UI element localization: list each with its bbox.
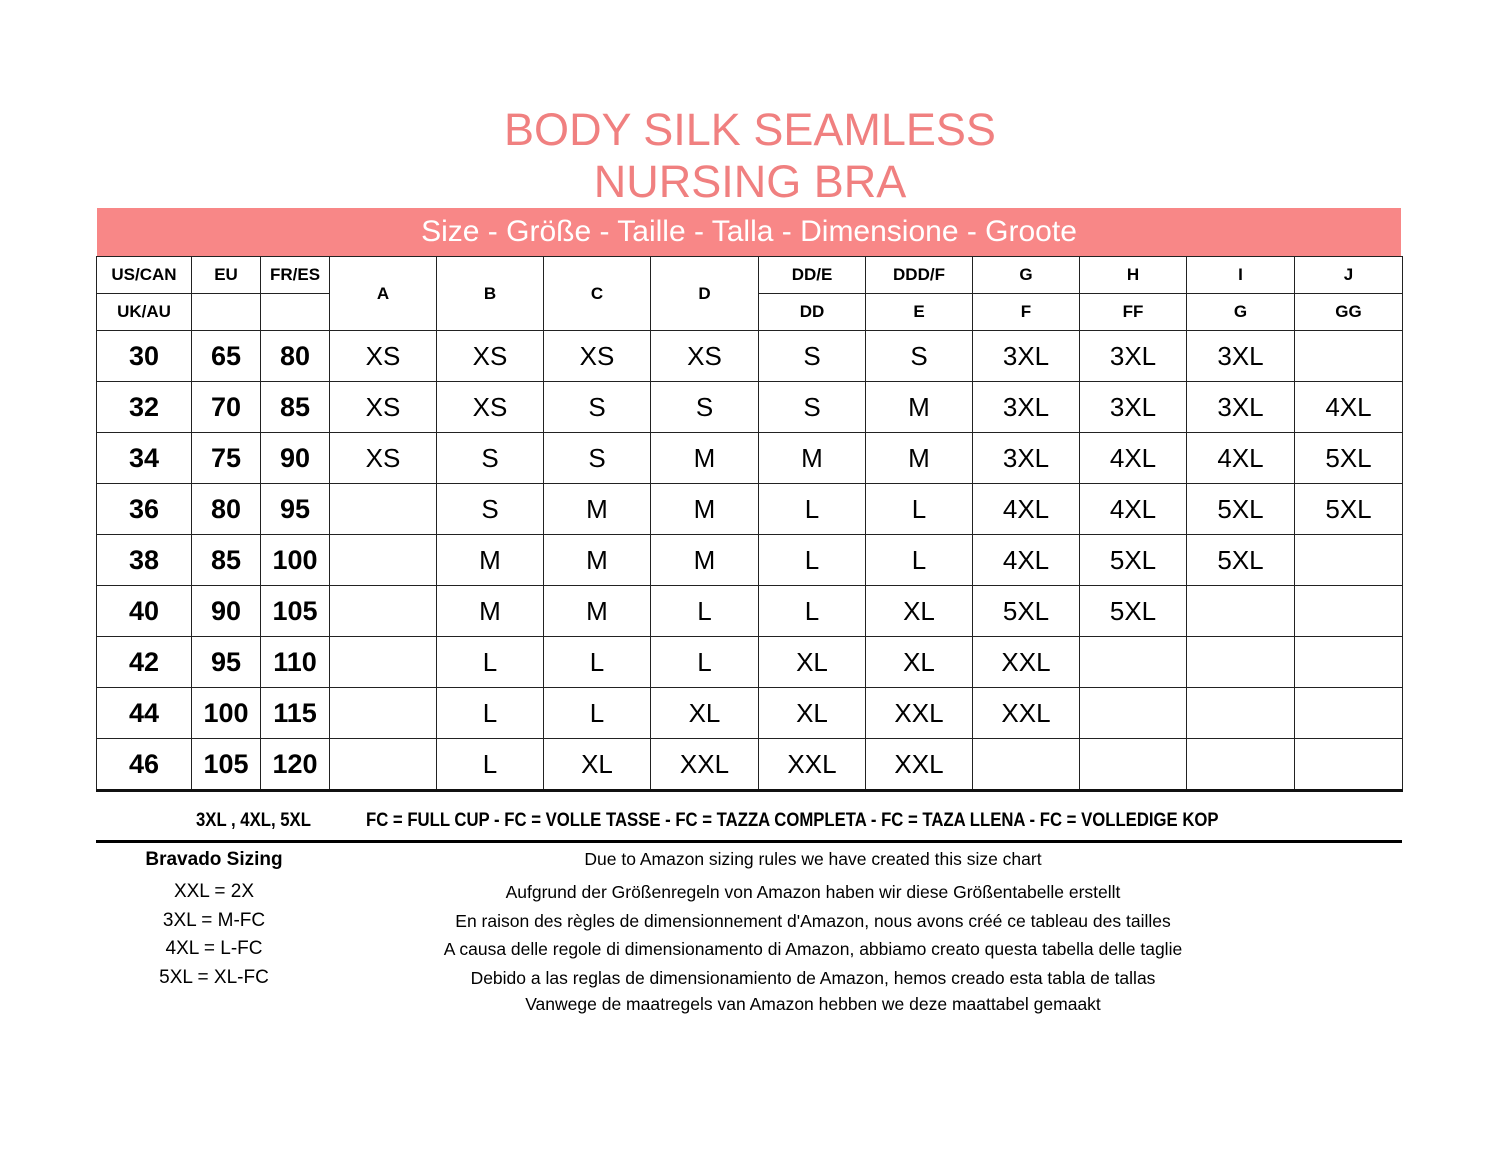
cell-size: L: [437, 739, 544, 791]
cell-size: 3XL: [1080, 382, 1187, 433]
header-row-1: [97, 257, 1403, 294]
header-cup-a: A: [330, 257, 437, 331]
cell-size: 3XL: [973, 331, 1080, 382]
cell-fr: 110: [261, 637, 330, 688]
cell-fr: 115: [261, 688, 330, 739]
cell-size: 3XL: [973, 433, 1080, 484]
header-cup-i: I: [1187, 257, 1295, 294]
cell-size: [1080, 637, 1187, 688]
cell-size: 5XL: [1187, 535, 1295, 586]
cell-size: XXL: [973, 637, 1080, 688]
cell-size: [330, 535, 437, 586]
cell-size: S: [437, 484, 544, 535]
cell-eu: 70: [192, 382, 261, 433]
cell-size: XS: [437, 331, 544, 382]
cell-size: XL: [759, 637, 866, 688]
header-uk-cup-dd: DD: [759, 294, 866, 331]
cell-us: 36: [97, 484, 192, 535]
note-italian: A causa delle regole di dimensionamento di Amazon, abbiamo creato questa tabella delle taglie: [443, 939, 1183, 959]
cell-size: 4XL: [1080, 433, 1187, 484]
cell-size: XL: [759, 688, 866, 739]
cell-eu: 75: [192, 433, 261, 484]
header-cup-g: G: [973, 257, 1080, 294]
cell-fr: 105: [261, 586, 330, 637]
bravado-sizing-item: XXL = 2X: [173, 881, 255, 902]
cell-us: 46: [97, 739, 192, 791]
cell-size: XL: [651, 688, 759, 739]
size-chart-table: [96, 256, 1403, 792]
cell-eu: 90: [192, 586, 261, 637]
cell-size: XXL: [759, 739, 866, 791]
cell-size: 3XL: [1187, 382, 1295, 433]
table-row: [97, 433, 1403, 484]
cell-size: 4XL: [1295, 382, 1403, 433]
full-cup-sizes: 3XL , 4XL, 5XL: [196, 810, 311, 831]
cell-fr: 120: [261, 739, 330, 791]
cell-size: 5XL: [1187, 484, 1295, 535]
note-english: Due to Amazon sizing rules we have created this size chart: [584, 849, 1042, 869]
cell-size: [1187, 586, 1295, 637]
table-row: [97, 586, 1403, 637]
header-cup-h: H: [1080, 257, 1187, 294]
cell-fr: 90: [261, 433, 330, 484]
header-uk-cup-e: E: [866, 294, 973, 331]
note-dutch: Vanwege de maatregels van Amazon hebben we deze maattabel gemaakt: [525, 994, 1101, 1014]
note-german: Aufgrund der Größenregeln von Amazon haben wir diese Größentabelle erstellt: [505, 882, 1121, 902]
cell-size: 3XL: [1187, 331, 1295, 382]
cell-us: 42: [97, 637, 192, 688]
cell-size: S: [759, 331, 866, 382]
cell-size: [330, 739, 437, 791]
table-row: [97, 331, 1403, 382]
header-us-can: US/CAN: [97, 257, 192, 294]
full-cup-definition: FC = FULL CUP - FC = VOLLE TASSE - FC = TAZZA COMPLETA - FC = TAZA LLENA - FC = VOLLEDIGE KOP: [366, 810, 1219, 831]
header-fr-es-blank: [261, 294, 330, 331]
bravado-sizing-title: Bravado Sizing: [145, 849, 283, 870]
page-title-line-1: BODY SILK SEAMLESS: [504, 104, 996, 155]
cell-size: [1187, 688, 1295, 739]
table-row: [97, 637, 1403, 688]
header-cup-j: J: [1295, 257, 1403, 294]
header-eu-blank: [192, 294, 261, 331]
cell-size: [1295, 331, 1403, 382]
cell-size: XXL: [866, 739, 973, 791]
cell-size: M: [544, 535, 651, 586]
cell-us: 38: [97, 535, 192, 586]
bravado-sizing-item: 4XL = L-FC: [165, 938, 263, 959]
cell-size: 4XL: [1187, 433, 1295, 484]
cell-size: S: [544, 382, 651, 433]
cell-size: XL: [544, 739, 651, 791]
cell-size: XS: [544, 331, 651, 382]
section-divider: [96, 840, 1402, 843]
page-title-line-2: NURSING BRA: [593, 156, 907, 207]
cell-size: S: [544, 433, 651, 484]
header-uk-cup-ff: FF: [1080, 294, 1187, 331]
cell-size: [973, 739, 1080, 791]
cell-size: L: [759, 535, 866, 586]
cell-fr: 85: [261, 382, 330, 433]
cell-size: L: [544, 688, 651, 739]
cell-size: M: [437, 586, 544, 637]
cell-size: [1187, 739, 1295, 791]
cell-eu: 80: [192, 484, 261, 535]
cell-size: 3XL: [973, 382, 1080, 433]
cell-size: [1187, 637, 1295, 688]
cell-eu: 65: [192, 331, 261, 382]
cell-size: L: [759, 586, 866, 637]
table-row: [97, 688, 1403, 739]
cell-us: 34: [97, 433, 192, 484]
header-cup-c: C: [544, 257, 651, 331]
cell-size: [1295, 688, 1403, 739]
bravado-sizing-item: 5XL = XL-FC: [159, 966, 269, 988]
cell-size: L: [437, 637, 544, 688]
cell-size: 5XL: [1295, 484, 1403, 535]
cell-size: M: [866, 433, 973, 484]
cell-size: M: [544, 484, 651, 535]
cell-size: S: [437, 433, 544, 484]
cell-size: M: [437, 535, 544, 586]
note-french: En raison des règles de dimensionnement d'Amazon, nous avons créé ce tableau des tailles: [455, 910, 1171, 931]
cell-eu: 95: [192, 637, 261, 688]
cell-fr: 95: [261, 484, 330, 535]
cell-size: XS: [437, 382, 544, 433]
cell-size: L: [759, 484, 866, 535]
header-eu: EU: [192, 257, 261, 294]
cell-size: XXL: [866, 688, 973, 739]
cell-size: 4XL: [973, 535, 1080, 586]
cell-size: [1295, 535, 1403, 586]
cell-size: [1080, 739, 1187, 791]
cell-size: 5XL: [1295, 433, 1403, 484]
full-cup-note: [0, 808, 1500, 836]
cell-size: [330, 637, 437, 688]
note-spanish: Debido a las reglas de dimensionamiento de Amazon, hemos creado esta tabla de tallas: [470, 967, 1156, 988]
cell-size: [330, 586, 437, 637]
header-cup-ddd-f: DDD/F: [866, 257, 973, 294]
table-row: [97, 535, 1403, 586]
cell-size: [330, 484, 437, 535]
cell-size: M: [651, 535, 759, 586]
cell-size: L: [544, 637, 651, 688]
cell-size: S: [651, 382, 759, 433]
cell-us: 44: [97, 688, 192, 739]
header-cup-b: B: [437, 257, 544, 331]
cell-size: XS: [330, 382, 437, 433]
header-uk-cup-f: F: [973, 294, 1080, 331]
cell-size: XS: [330, 433, 437, 484]
cell-size: 5XL: [1080, 535, 1187, 586]
cell-eu: 105: [192, 739, 261, 791]
cell-size: M: [866, 382, 973, 433]
bravado-sizing-item: 3XL = M-FC: [162, 909, 266, 931]
cell-size: [330, 688, 437, 739]
cell-fr: 100: [261, 535, 330, 586]
bravado-sizing: [96, 846, 332, 992]
cell-size: [1295, 637, 1403, 688]
cell-fr: 80: [261, 331, 330, 382]
header-uk-au: UK/AU: [97, 294, 192, 331]
cell-size: S: [759, 382, 866, 433]
cell-size: S: [866, 331, 973, 382]
header-cup-dd-e: DD/E: [759, 257, 866, 294]
header-uk-cup-gg: GG: [1295, 294, 1403, 331]
cell-size: 3XL: [1080, 331, 1187, 382]
header-fr-es: FR/ES: [261, 257, 330, 294]
cell-size: L: [651, 586, 759, 637]
cell-us: 30: [97, 331, 192, 382]
cell-size: M: [651, 433, 759, 484]
cell-size: XXL: [973, 688, 1080, 739]
amazon-sizing-notes: [330, 846, 1296, 1016]
cell-size: 4XL: [1080, 484, 1187, 535]
header-uk-cup-g: G: [1187, 294, 1295, 331]
table-row: [97, 484, 1403, 535]
cell-eu: 100: [192, 688, 261, 739]
cell-size: XL: [866, 637, 973, 688]
cell-size: [1080, 688, 1187, 739]
header-cup-d: D: [651, 257, 759, 331]
cell-size: XS: [651, 331, 759, 382]
cell-size: [1295, 586, 1403, 637]
cell-us: 40: [97, 586, 192, 637]
cell-size: 5XL: [1080, 586, 1187, 637]
size-banner: Size - Größe - Taille - Talla - Dimensione - Groote: [97, 208, 1401, 256]
cell-size: 5XL: [973, 586, 1080, 637]
cell-size: 4XL: [973, 484, 1080, 535]
cell-size: XL: [866, 586, 973, 637]
cell-size: L: [651, 637, 759, 688]
cell-size: M: [651, 484, 759, 535]
cell-size: L: [437, 688, 544, 739]
cell-size: L: [866, 535, 973, 586]
cell-us: 32: [97, 382, 192, 433]
table-row: [97, 382, 1403, 433]
cell-size: L: [866, 484, 973, 535]
table-row: [97, 739, 1403, 791]
cell-size: XXL: [651, 739, 759, 791]
cell-size: XS: [330, 331, 437, 382]
cell-eu: 85: [192, 535, 261, 586]
cell-size: M: [544, 586, 651, 637]
cell-size: M: [759, 433, 866, 484]
cell-size: [1295, 739, 1403, 791]
